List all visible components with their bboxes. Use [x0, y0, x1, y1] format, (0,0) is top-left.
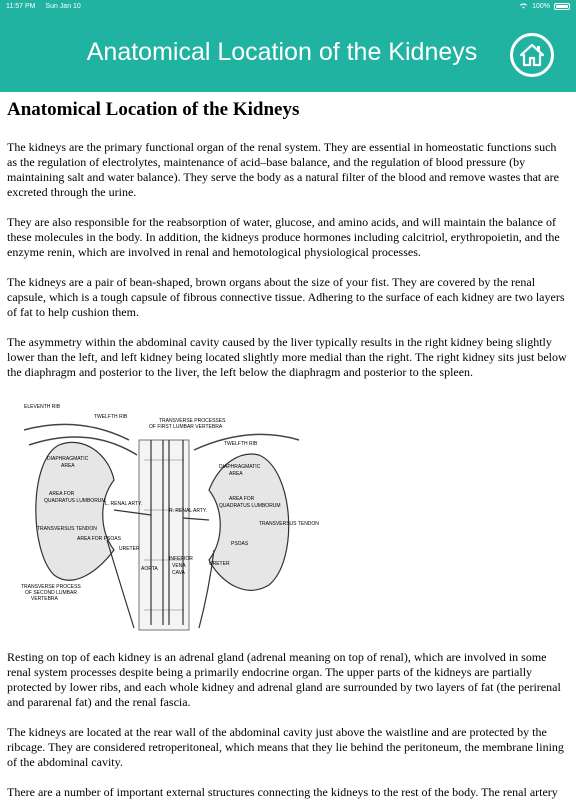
label-ivc-3: CAVA	[172, 570, 185, 576]
status-date: Sun Jan 10	[45, 2, 81, 10]
label-psoas-right: PSOAS	[231, 541, 249, 547]
label-ivc-2: VENA	[172, 563, 186, 569]
article-heading: Anatomical Location of the Kidneys	[7, 99, 300, 120]
label-transversus-right: TRANSVERSUS TENDON	[259, 521, 319, 527]
label-ureter-right: URETER	[209, 561, 230, 567]
paragraph-2: They are also responsible for the reabsorption of water, glucose, and amino acids, and will maintain the balance of these molecules in the body. In addition, the kidneys produce hormones including calcitriol, erythropoietin, and the enzyme renin, which are involved in renal and hemotological physiological processes.	[7, 215, 560, 259]
status-time: 11:57 PM	[6, 2, 36, 10]
label-transverse-1: TRANSVERSE PROCESSES	[159, 418, 226, 424]
kidney-illustration	[19, 400, 319, 630]
article	[0, 99, 576, 800]
label-aorta: AORTA	[141, 566, 158, 572]
app-header	[0, 12, 576, 92]
paragraph-6: The kidneys are located at the rear wall of the abdominal cavity just above the waistline and are protected by the ribcage. They are considered retroperitoneal, which means that they lie behind the peritoneum, the membrane lining of the abdominal cavity.	[7, 725, 564, 769]
paragraph-1: The kidneys are the primary functional organ of the renal system. They are essential in homeostatic functions such as the regulation of electrolytes, maintenance of acid–base balance, and the regulation of blood pressure (by maintaining salt and water balance). They serve the body as a natural filter of the blood and remove wastes that are excreted through the urine.	[7, 140, 559, 199]
label-quadratus-left-1: AREA FOR	[49, 491, 75, 497]
paragraph-5: Resting on top of each kidney is an adrenal gland (adrenal meaning on top of renal), which are involved in some renal system processes despite being a primarily endocrine organ. The upper parts of the kidneys are partially protected by lower ribs, and each whole kidney and adrenal gland are surrounded by two layers of fat (the perirenal and pararenal fat) and the renal fascia.	[7, 650, 561, 709]
paragraph-7: There are a number of important external structures connecting the kidneys to the rest of the body. The renal artery	[7, 785, 558, 799]
status-bar	[0, 0, 576, 12]
paragraph-4: The asymmetry within the abdominal cavity caused by the liver typically results in the right kidney being slightly lower than the left, and left kidney being located slightly more medial than the right. The right kidney sits just below the diaphragm and posterior to the liver, the left below the diaphragm and posterior to the spleen.	[7, 335, 567, 379]
header-title: Anatomical Location of the Kidneys	[86, 37, 478, 66]
paragraph-3: The kidneys are a pair of bean-shaped, brown organs about the size of your fist. They are covered by the renal capsule, which is a tough capsule of fibrous connective tissue. Adhering to the surface of each kidney are two layers of fat to help cushion them.	[7, 275, 565, 319]
label-eleventh-rib: ELEVENTH RIB	[24, 404, 61, 410]
label-quadratus-right-1: AREA FOR	[229, 496, 255, 502]
label-twelfth-rib-right: TWELFTH RIB	[224, 441, 258, 447]
label-quadratus-right-2: QUADRATUS LUMBORUM	[219, 503, 281, 509]
label-area-left: AREA	[61, 463, 75, 469]
wifi-icon	[519, 2, 528, 11]
label-diaphragmatic-right: DIAPHRAGMATIC	[219, 464, 261, 470]
label-transversus-left: TRANSVERSUS TENDON	[37, 526, 97, 532]
label-l-renal-artery: L. RENAL ARTY.	[105, 501, 143, 507]
label-transverse-1b: OF FIRST LUMBAR VERTEBRA	[149, 424, 223, 430]
home-icon	[519, 43, 545, 67]
label-twelfth-rib-left: TWELFTH RIB	[94, 414, 128, 420]
battery-percent: 100%	[532, 2, 550, 10]
label-quadratus-left-2: QUADRATUS LUMBORUM	[44, 498, 106, 504]
label-ivc-1: INFERIOR	[169, 556, 193, 562]
label-ureter-left: URETER	[119, 546, 140, 552]
home-button[interactable]	[510, 33, 554, 77]
label-psoas-left: AREA FOR PSOAS	[77, 536, 121, 542]
label-transverse-2a: TRANSVERSE PROCESS	[21, 584, 81, 590]
battery-icon	[554, 3, 570, 10]
label-area-right: AREA	[229, 471, 243, 477]
label-transverse-2b: OF SECOND LUMBAR	[25, 590, 77, 596]
label-diaphragmatic-left: DIAPHRAGMATIC	[47, 456, 89, 462]
label-r-renal-artery: R. RENAL ARTY.	[169, 508, 207, 514]
label-transverse-2c: VERTEBRA	[31, 596, 58, 602]
